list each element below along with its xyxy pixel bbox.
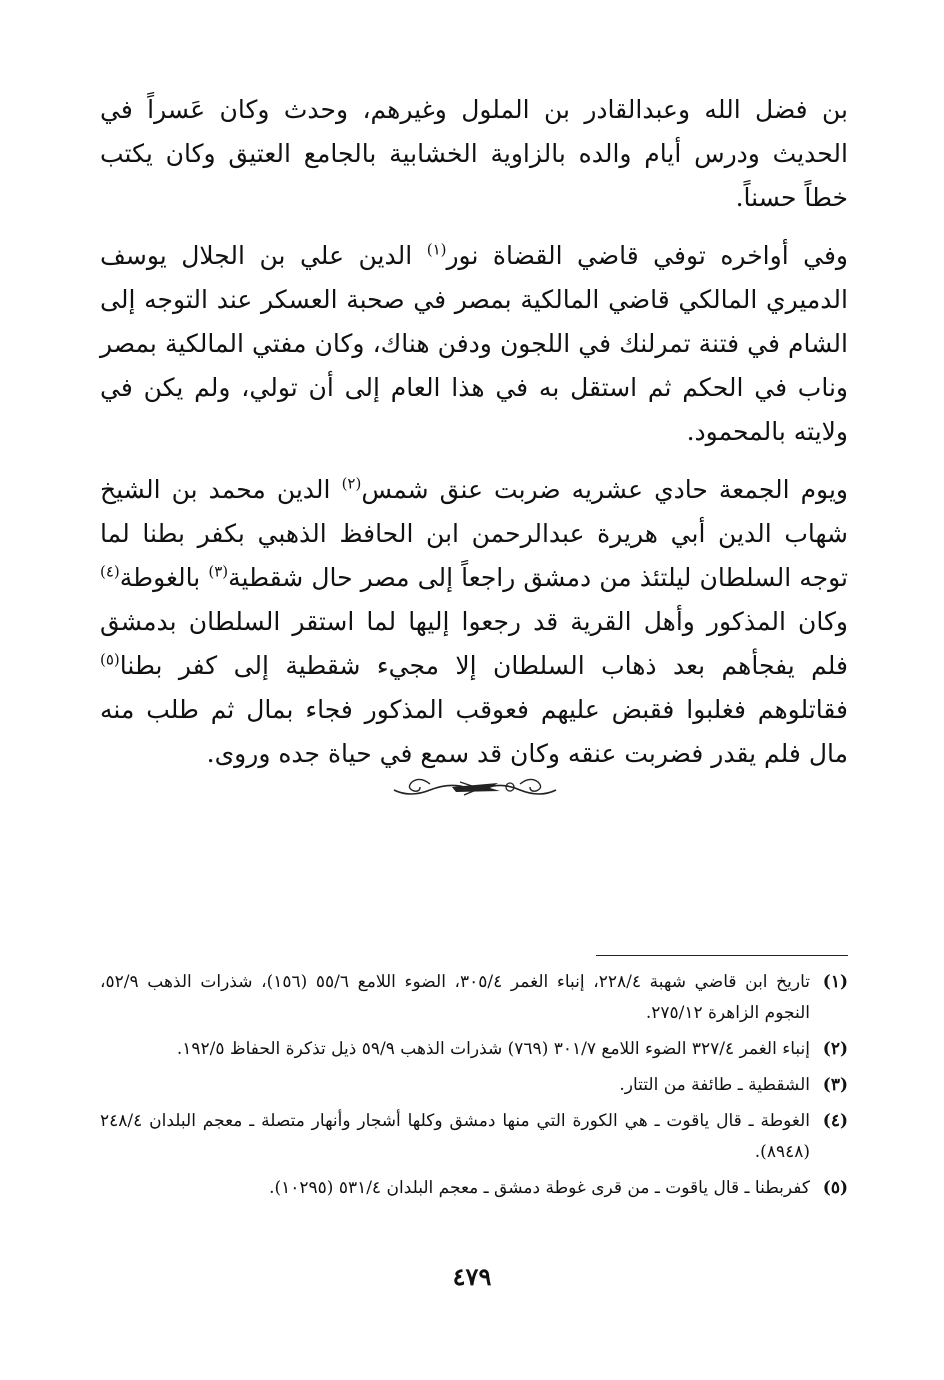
page-number: ٤٧٩ [452, 1262, 492, 1291]
paragraph-3-text-b: الدين محمد بن الشيخ شهاب الدين أبي هريرة عبدالرحمن ابن الحافظ الذهبي بكفر بطنا لما توجه السلطان ليلتئذ من دمشق راجعاً إلى مصر حال شقطية [100, 475, 848, 592]
footnote-number: (٣) [822, 1075, 848, 1095]
paragraph-3-text-d: وكان المذكور وأهل القرية قد رجعوا إليها لما استقر السلطان بدمشق فلم يفجأهم بعد ذهاب السلطان إلا مجيء شقطية إلى كفر بطنا [100, 607, 848, 680]
footnote-4 [100, 1106, 848, 1168]
footnote-number: (٢) [822, 1039, 848, 1059]
footnote-text: الغوطة ـ قال ياقوت ـ هي الكورة التي منها دمشق وكلها أشجار وأنهار متصلة ـ معجم البلدان ٢٤٨/٤ (٨٩٤٨). [100, 1111, 810, 1162]
footnotes-section [100, 967, 848, 1209]
footnote-text: إنباء الغمر ٣٢٧/٤ الضوء اللامع ٣٠١/٧ (٧٦٩) شذرات الذهب ٥٩/٩ ذيل تذكرة الحفاظ ١٩٢/٥. [176, 1039, 810, 1059]
footnote-ref-1[interactable]: (١) [426, 240, 447, 259]
paragraph-2 [100, 234, 848, 454]
footnote-text: تاريخ ابن قاضي شهبة ٢٢٨/٤، إنباء الغمر ٣٠٥/٤، الضوء اللامع ٥٥/٦ (١٥٦)، شذرات الذهب ٥٢/٩، النجوم الزاهرة ٢٧٥/١٢. [100, 972, 810, 1023]
footnote-number: (٤) [822, 1111, 848, 1131]
main-text [100, 88, 848, 790]
footnote-5 [100, 1173, 848, 1204]
footnote-ref-4[interactable]: (٤) [100, 562, 120, 581]
footnote-2 [100, 1034, 848, 1065]
footnote-divider [596, 955, 848, 956]
decorative-flourish-icon [390, 770, 560, 804]
footnote-3 [100, 1070, 848, 1101]
footnote-ref-5[interactable]: (٥) [100, 650, 120, 669]
footnote-ref-3[interactable]: (٣) [208, 562, 229, 581]
footnote-text: الشقطية ـ طائفة من التتار. [619, 1075, 810, 1095]
paragraph-3-text-e: فقاتلوهم فغلبوا فقبض عليهم فعوقب المذكور فجاء بمال ثم طلب منه مال فلم يقدر فضربت عنقه وكان قد سمع في حياة جده وروى. [100, 695, 848, 768]
paragraph-3 [100, 468, 848, 776]
paragraph-3-text-c: بالغوطة [119, 563, 201, 592]
paragraph-3-text-a: ويوم الجمعة حادي عشريه ضربت عنق شمس [361, 475, 848, 504]
footnote-ref-2[interactable]: (٢) [341, 474, 362, 493]
paragraph-1 [100, 88, 848, 220]
footnote-number: (١) [822, 972, 848, 992]
paragraph-2-text-b: الدين علي بن الجلال يوسف الدميري المالكي قاضي المالكية بمصر في صحبة العسكر عند التوجه إلى الشام في فتنة تمرلنك في اللجون ودفن هناك، وكان مفتي المالكية بمصر وناب في الحكم ثم استقل به في هذا العام إلى أن تولي، ولم يكن في ولايته بالمحمود. [100, 241, 848, 446]
footnote-1 [100, 967, 848, 1029]
footnote-text: كفربطنا ـ قال ياقوت ـ من قرى غوطة دمشق ـ معجم البلدان ٥٣١/٤ (١٠٢٩٥). [269, 1178, 810, 1198]
paragraph-1-text: بن فضل الله وعبدالقادر بن الملول وغيرهم، وحدث وكان عَسراً في الحديث ودرس أيام والده بالزاوية الخشابية بالجامع العتيق وكان يكتب خطاً حسناً. [100, 95, 848, 212]
footnote-number: (٥) [822, 1178, 848, 1198]
paragraph-2-text-a: وفي أواخره توفي قاضي القضاة نور [446, 241, 849, 270]
